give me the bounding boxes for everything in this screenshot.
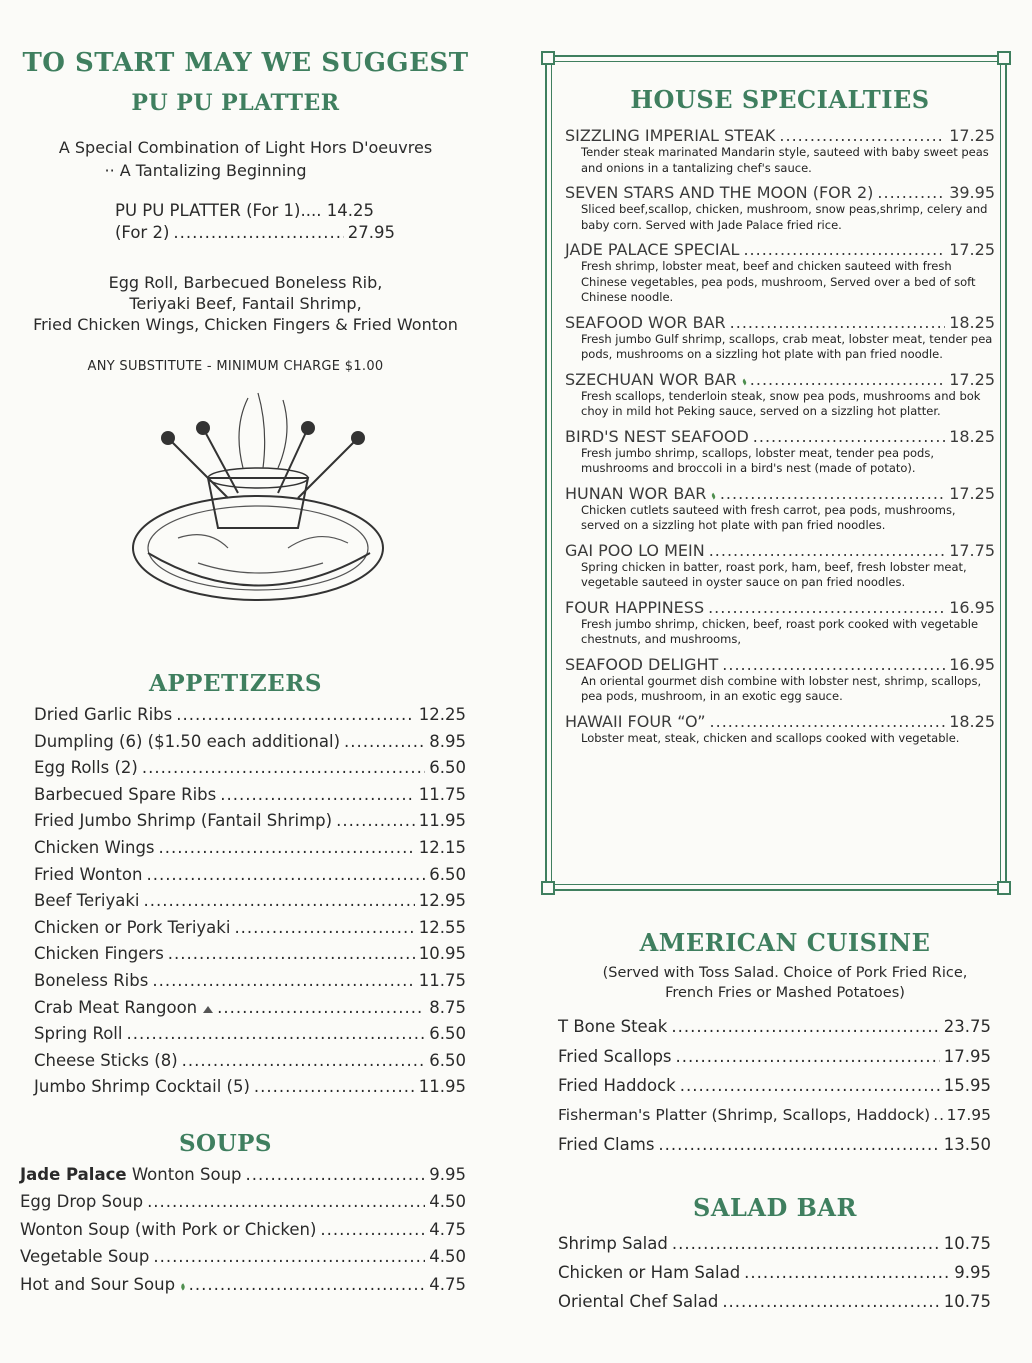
list-item bbox=[565, 313, 995, 363]
pepper-icon bbox=[180, 1283, 186, 1290]
item-price: 10.95 bbox=[418, 944, 466, 964]
item-price: 13.50 bbox=[943, 1135, 991, 1155]
american-section bbox=[555, 928, 995, 1321]
list-item bbox=[565, 183, 995, 233]
american-note-line: (Served with Toss Salad. Choice of Pork Fried Rice, bbox=[602, 965, 968, 981]
item-name: BIRD'S NEST SEAFOOD bbox=[565, 426, 749, 446]
item-name: Spring Roll bbox=[34, 1024, 123, 1044]
item-name: Crab Meat Rangoon bbox=[34, 997, 198, 1017]
item-name: Hot and Sour Soup bbox=[20, 1274, 176, 1294]
item-description: An oriental gourmet dish combine with lobster nest, shrimp, scallops, pea pods, mushroom, in an exotic egg sauce. bbox=[581, 673, 982, 703]
item-name: Jumbo Shrimp Cocktail (5) bbox=[34, 1077, 250, 1097]
item-name: SZECHUAN WOR BAR bbox=[565, 369, 737, 389]
pepper-icon bbox=[741, 378, 747, 385]
item-name: Fisherman's Platter (Shrimp, Scallops, Haddock) bbox=[558, 1105, 931, 1124]
item-name: Egg Rolls (2) bbox=[34, 758, 138, 778]
appetizers-title: APPETIZERS bbox=[149, 670, 322, 697]
item-price: 39.95 bbox=[949, 183, 995, 202]
item-price: 17.75 bbox=[949, 540, 995, 560]
list-item bbox=[558, 1263, 991, 1292]
item-name: SIZZLING IMPERIAL STEAK bbox=[565, 126, 776, 145]
item-name: Fried Wonton bbox=[34, 864, 143, 884]
list-item bbox=[34, 838, 466, 865]
american-note bbox=[575, 963, 995, 1003]
pepper-icon bbox=[711, 492, 717, 499]
item-price: 10.75 bbox=[943, 1233, 991, 1253]
list-item bbox=[34, 1077, 466, 1104]
item-price: 18.25 bbox=[949, 711, 995, 731]
substitute-note: ANY SUBSTITUTE - MINIMUM CHARGE $1.00 bbox=[87, 359, 384, 374]
item-price: 6.50 bbox=[429, 758, 466, 778]
pupu-title: PU PU PLATTER bbox=[131, 90, 340, 116]
right-column bbox=[545, 55, 1007, 753]
item-price: 4.50 bbox=[429, 1247, 466, 1267]
soups-list bbox=[20, 1165, 466, 1303]
item-description: Sliced beef,scallop, chicken, mushroom, snow peas,shrimp, celery and baby corn. Served with Jade Palace fried rice. bbox=[581, 202, 988, 232]
item-name: JADE PALACE SPECIAL bbox=[565, 240, 740, 259]
pupu-items-line: Egg Roll, Barbecued Boneless Rib, bbox=[108, 273, 383, 292]
item-description: Fresh shrimp, lobster meat, beef and chicken sauteed with fresh Chinese vegetables, pea pods, mushroom, Served over a bed of soft Chinese noodle. bbox=[581, 259, 976, 304]
item-price: 17.95 bbox=[943, 1046, 991, 1066]
item-price: 9.95 bbox=[954, 1262, 991, 1282]
house-specialties bbox=[545, 55, 1007, 746]
item-name: SEAFOOD DELIGHT bbox=[565, 654, 719, 674]
item-name: Beef Teriyaki bbox=[34, 891, 140, 911]
list-item bbox=[558, 1047, 991, 1077]
item-price: 11.95 bbox=[418, 1077, 466, 1097]
item-name: FOUR HAPPINESS bbox=[565, 597, 705, 617]
salad-title: SALAD BAR bbox=[693, 1192, 857, 1222]
item-name: Chicken Wings bbox=[34, 837, 155, 857]
pupu-price-for1 bbox=[115, 200, 395, 222]
item-name: Chicken or Pork Teriyaki bbox=[34, 917, 231, 937]
list-item bbox=[34, 1051, 466, 1078]
item-name: Fried Scallops bbox=[558, 1046, 672, 1066]
left-column bbox=[18, 48, 473, 1302]
soup-brand: Jade Palace bbox=[20, 1164, 127, 1184]
item-name: Cheese Sticks (8) bbox=[34, 1050, 178, 1070]
list-item bbox=[20, 1247, 466, 1275]
list-item bbox=[20, 1165, 466, 1193]
item-name: Fried Jumbo Shrimp (Fantail Shrimp) bbox=[34, 811, 333, 831]
item-name: Wonton Soup (with Pork or Chicken) bbox=[20, 1219, 317, 1239]
item-price: 23.75 bbox=[943, 1017, 991, 1036]
item-name: SEAFOOD WOR BAR bbox=[565, 312, 726, 332]
list-item bbox=[34, 998, 466, 1025]
list-item bbox=[20, 1275, 466, 1303]
item-price: 17.95 bbox=[946, 1105, 991, 1124]
list-item bbox=[34, 758, 466, 785]
item-name: SEVEN STARS AND THE MOON (FOR 2) bbox=[565, 183, 874, 202]
pupu-platter-illustration bbox=[108, 388, 408, 628]
list-item bbox=[34, 705, 466, 732]
list-item bbox=[565, 427, 995, 477]
item-price: 12.95 bbox=[418, 891, 466, 911]
item-description: Fresh jumbo shrimp, chicken, beef, roast pork cooked with vegetable chestnuts, and mushrooms, bbox=[581, 616, 979, 646]
item-price: 4.50 bbox=[429, 1192, 466, 1212]
item-description: Fresh jumbo shrimp, scallops, lobster meat, tender pea pods, mushrooms and broccoli in a bird's nest (made of potato). bbox=[581, 445, 934, 475]
american-list bbox=[558, 1017, 991, 1165]
item-price: 12.55 bbox=[418, 917, 466, 937]
item-name: Shrimp Salad bbox=[558, 1233, 668, 1253]
item-description: Spring chicken in batter, roast pork, ham, beef, fresh lobster meat, vegetable sauteed in oyster sauce on pan fried noodles. bbox=[581, 559, 967, 589]
item-price: 11.75 bbox=[418, 970, 466, 990]
list-item bbox=[565, 240, 995, 306]
item-price: 8.95 bbox=[429, 731, 466, 751]
list-item bbox=[558, 1135, 991, 1165]
list-item bbox=[34, 785, 466, 812]
pupu-items-line: Teriyaki Beef, Fantail Shrimp, bbox=[129, 294, 362, 313]
list-item bbox=[34, 971, 466, 998]
item-description: Fresh jumbo Gulf shrimp, scallops, crab meat, lobster meat, tender pea pods, mushrooms on a sizzling hot plate with pan fried noodle. bbox=[581, 331, 993, 361]
appetizers-list bbox=[34, 705, 466, 1104]
list-item bbox=[20, 1220, 466, 1248]
item-name: Fried Clams bbox=[558, 1135, 655, 1155]
item-price: 17.25 bbox=[949, 369, 995, 389]
list-item bbox=[20, 1192, 466, 1220]
list-item bbox=[34, 918, 466, 945]
item-description: Fresh scallops, tenderloin steak, snow pea pods, mushrooms and bok choy in mild hot Peking sauce, served on a sizzling hot platter. bbox=[581, 388, 981, 418]
triangle-icon bbox=[203, 1006, 213, 1013]
american-note-line: French Fries or Mashed Potatoes) bbox=[665, 985, 905, 1001]
item-price: 12.15 bbox=[418, 837, 466, 857]
pupu-intro-line: ·· A Tantalizing Beginning bbox=[104, 161, 307, 180]
item-name: Boneless Ribs bbox=[34, 970, 149, 990]
list-item bbox=[565, 370, 995, 420]
list-item bbox=[565, 484, 995, 534]
item-price: 11.75 bbox=[418, 784, 466, 804]
pupu-for1-price: 14.25 bbox=[326, 201, 374, 220]
list-item bbox=[34, 865, 466, 892]
item-price: 17.25 bbox=[949, 240, 995, 259]
pupu-intro-line: A Special Combination of Light Hors D'oeuvres bbox=[58, 138, 433, 157]
pupu-for2-price: 27.95 bbox=[347, 223, 395, 242]
item-price: 6.50 bbox=[429, 1050, 466, 1070]
salad-list bbox=[558, 1234, 991, 1321]
item-name: HAWAII FOUR “O” bbox=[565, 711, 706, 731]
list-item bbox=[558, 1076, 991, 1106]
item-name: Chicken Fingers bbox=[34, 944, 164, 964]
item-price: 10.75 bbox=[943, 1291, 991, 1311]
item-price: 16.95 bbox=[949, 597, 995, 617]
item-name: HUNAN WOR BAR bbox=[565, 483, 707, 503]
item-name: T Bone Steak bbox=[558, 1017, 668, 1036]
item-name: Dumpling (6) ($1.50 each additional) bbox=[34, 731, 341, 751]
list-item bbox=[558, 1292, 991, 1321]
list-item bbox=[565, 126, 995, 176]
pupu-prices bbox=[115, 200, 395, 244]
item-price: 4.75 bbox=[429, 1274, 466, 1294]
item-name: Egg Drop Soup bbox=[20, 1192, 144, 1212]
item-name: Vegetable Soup bbox=[20, 1247, 150, 1267]
item-name: Oriental Chef Salad bbox=[558, 1291, 719, 1311]
list-item bbox=[565, 541, 995, 591]
list-item bbox=[565, 598, 995, 648]
pupu-for1-label: PU PU PLATTER (For 1).... bbox=[115, 201, 322, 220]
item-price: 11.95 bbox=[418, 811, 466, 831]
item-name: Wonton Soup bbox=[131, 1164, 242, 1184]
item-price: 6.50 bbox=[429, 864, 466, 884]
item-description: Tender steak marinated Mandarin style, sauteed with baby sweet peas and onions in a tantalizing chef's sauce. bbox=[581, 145, 989, 175]
item-price: 17.25 bbox=[949, 126, 995, 145]
item-price: 17.25 bbox=[949, 483, 995, 503]
item-name: Dried Garlic Ribs bbox=[34, 705, 173, 724]
specialties-title: HOUSE SPECIALTIES bbox=[630, 85, 930, 114]
pupu-for2-label: (For 2) bbox=[115, 223, 170, 242]
item-description: Lobster meat, steak, chicken and scallops cooked with vegetable. bbox=[581, 730, 960, 745]
item-price: 6.50 bbox=[429, 1024, 466, 1044]
list-item bbox=[565, 712, 995, 747]
pupu-intro bbox=[18, 136, 473, 182]
list-item bbox=[34, 811, 466, 838]
item-price: 18.25 bbox=[949, 312, 995, 332]
list-item bbox=[34, 1024, 466, 1051]
item-price: 12.25 bbox=[418, 705, 466, 724]
item-price: 9.95 bbox=[429, 1164, 466, 1184]
list-item bbox=[558, 1017, 991, 1047]
list-item bbox=[34, 944, 466, 971]
item-name: Chicken or Ham Salad bbox=[558, 1262, 741, 1282]
item-name: GAI POO LO MEIN bbox=[565, 540, 705, 560]
item-price: 18.25 bbox=[949, 426, 995, 446]
list-item bbox=[34, 891, 466, 918]
pupu-items-line: Fried Chicken Wings, Chicken Fingers & Fried Wonton bbox=[33, 315, 458, 334]
list-item bbox=[565, 655, 995, 705]
pupu-items bbox=[18, 272, 473, 335]
item-price: 15.95 bbox=[943, 1076, 991, 1096]
pupu-price-for2 bbox=[115, 222, 395, 244]
item-price: 8.75 bbox=[429, 997, 466, 1017]
soups-title: SOUPS bbox=[178, 1129, 273, 1157]
list-item bbox=[34, 732, 466, 759]
section-title: TO START MAY WE SUGGEST bbox=[22, 48, 469, 78]
item-description: Chicken cutlets sauteed with fresh carrot, pea pods, mushrooms, served on a sizzling hot plate with pan fried noodles. bbox=[581, 502, 956, 532]
item-price: 16.95 bbox=[949, 654, 995, 674]
item-name: Fried Haddock bbox=[558, 1076, 676, 1096]
list-item bbox=[558, 1106, 991, 1136]
item-name: Barbecued Spare Ribs bbox=[34, 784, 217, 804]
list-item bbox=[558, 1234, 991, 1263]
item-price: 4.75 bbox=[429, 1219, 466, 1239]
american-title: AMERICAN CUISINE bbox=[639, 928, 931, 957]
